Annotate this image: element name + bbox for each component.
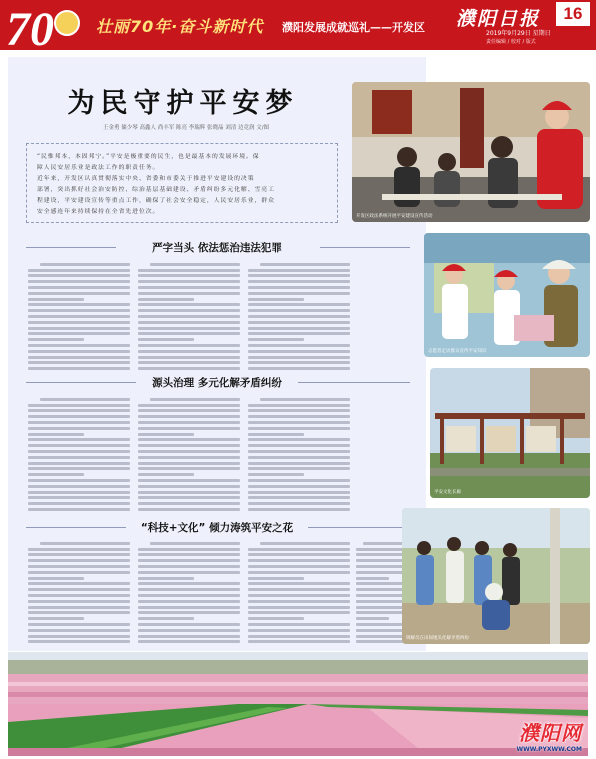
body-text-line <box>28 421 130 424</box>
body-text-line <box>28 502 130 505</box>
site-watermark <box>516 717 582 753</box>
body-text-line <box>28 280 130 283</box>
body-text-line <box>138 367 240 370</box>
photo-volunteers-table <box>352 82 590 222</box>
body-text-line <box>138 502 240 505</box>
body-text-line <box>28 623 130 626</box>
body-text-line <box>260 398 350 401</box>
text-column <box>138 395 240 517</box>
body-text-line <box>28 438 130 441</box>
body-text-line <box>138 485 240 488</box>
body-text-line <box>28 427 130 430</box>
body-text-line <box>28 344 130 347</box>
body-text-line <box>28 588 130 591</box>
body-text-line <box>248 350 350 353</box>
text-column <box>28 395 130 517</box>
body-text-line <box>138 594 240 597</box>
body-text-line <box>28 309 130 312</box>
body-text-line <box>138 404 240 407</box>
body-text-line <box>40 398 130 401</box>
body-text-line <box>138 611 240 614</box>
body-text-line <box>248 327 350 330</box>
body-text-line <box>248 559 350 562</box>
body-text-line <box>248 553 350 556</box>
editor-credits: 责任编辑 / 校对 / 版式 <box>486 39 536 45</box>
body-text-line <box>248 409 350 412</box>
body-text-line <box>28 594 130 597</box>
body-text-line <box>138 303 240 306</box>
photo-volunteers-table-image <box>352 82 590 222</box>
body-text-line <box>248 332 350 335</box>
photo-peach-blossom-fields-image <box>8 652 588 756</box>
photo-field-mediation-image <box>402 508 590 644</box>
body-text-line <box>248 594 350 597</box>
body-text-line <box>138 415 240 418</box>
section-title-3: “科技+文化” 倾力涛筑平安之花 <box>140 522 294 534</box>
body-text-line <box>28 473 84 476</box>
intro-line: 近年来，开发区认真贯彻落实中央、省委和市委关于推进平安建设的决策 <box>37 176 255 182</box>
photo-volunteers-flyers-image <box>424 233 590 357</box>
body-text-line <box>28 303 130 306</box>
body-text-line <box>28 274 130 277</box>
body-text-line <box>28 635 130 638</box>
page-number: 16 <box>556 2 590 26</box>
body-text-line <box>248 600 350 603</box>
body-text-line <box>248 309 350 312</box>
body-text-line <box>28 415 130 418</box>
body-text-line <box>28 327 130 330</box>
body-text-line <box>248 338 304 341</box>
body-text-line <box>28 409 130 412</box>
issue-date: 2019年9月29日 星期日 <box>486 30 551 37</box>
body-text-line <box>248 361 350 364</box>
body-text-line <box>248 456 350 459</box>
body-text-line <box>138 286 240 289</box>
body-text-line <box>260 263 350 266</box>
section-title-2: 源头治理 多元化解矛盾纠纷 <box>152 377 282 389</box>
body-text-line <box>28 479 130 482</box>
text-column <box>28 539 130 649</box>
body-text-line <box>138 444 240 447</box>
body-text-line <box>248 588 350 591</box>
body-text-line <box>248 421 350 424</box>
body-text-line <box>138 456 240 459</box>
masthead <box>0 0 596 50</box>
body-text-line <box>138 640 240 643</box>
photo-field-mediation <box>402 508 590 644</box>
body-text-line <box>248 321 350 324</box>
photo-caption: 志愿者走访群众宣传平安知识 <box>428 349 487 354</box>
body-text-line <box>248 508 350 511</box>
body-text-line <box>28 467 130 470</box>
body-text-line <box>138 344 240 347</box>
body-text-line <box>138 582 240 585</box>
body-text-line <box>248 577 304 580</box>
body-text-line <box>248 485 350 488</box>
body-text-line <box>150 263 240 266</box>
body-text-line <box>248 274 350 277</box>
body-text-line <box>248 344 350 347</box>
body-text-line <box>248 315 350 318</box>
photo-culture-corridor-image <box>430 368 590 498</box>
intro-box <box>26 143 338 223</box>
body-text-line <box>248 427 350 430</box>
body-text-line <box>150 398 240 401</box>
body-text-line <box>138 617 194 620</box>
body-text-line <box>40 542 130 545</box>
body-text-line <box>138 450 240 453</box>
body-text-line <box>138 315 240 318</box>
body-text-line <box>28 617 84 620</box>
body-text-line <box>28 367 130 370</box>
body-text-line <box>28 404 130 407</box>
body-text-line <box>138 421 240 424</box>
body-text-line <box>138 280 240 283</box>
body-text-line <box>248 280 350 283</box>
body-text-line <box>28 462 130 465</box>
body-text-line <box>248 438 350 441</box>
seventy-text: 70 <box>6 3 54 49</box>
body-text-line <box>28 332 130 335</box>
body-text-line <box>138 508 240 511</box>
text-column <box>248 260 350 375</box>
body-text-line <box>248 623 350 626</box>
photo-caption: 平安文化长廊 <box>434 490 461 495</box>
body-text-line <box>248 269 350 272</box>
photo-caption: 调解员在田间地头化解矛盾纠纷 <box>406 636 469 641</box>
body-text-line <box>138 361 240 364</box>
body-text-line <box>138 559 240 562</box>
body-text-line <box>248 292 350 295</box>
column-title: 濮阳发展成就巡礼——开发区 <box>282 21 425 34</box>
body-text-line <box>28 582 130 585</box>
intro-line: 部署，突出抓好社会治安防控、综治基层基础建设、矛盾纠纷多元化解、雪亮工 <box>37 187 275 193</box>
body-text-line <box>28 292 130 295</box>
watermark-name: 濮阳网 <box>519 721 582 745</box>
body-text-line <box>28 269 130 272</box>
body-text-line <box>138 274 240 277</box>
body-text-line <box>28 600 130 603</box>
masthead-slogan: 壮丽70年·奋斗新时代 <box>96 17 264 36</box>
body-text-line <box>28 456 130 459</box>
body-text-line <box>138 571 240 574</box>
intro-line: 安全感连年来持续保持在全省先进位次。 <box>37 209 160 215</box>
body-text-line <box>248 367 350 370</box>
body-text-line <box>248 582 350 585</box>
body-text-line <box>28 491 130 494</box>
body-text-line <box>40 263 130 266</box>
body-text-line <box>28 450 130 453</box>
intro-line: 程建设，平安建设宣传等重点工作，确保了社会安全稳定，人民安居乐业，群众 <box>37 198 275 204</box>
photo-volunteers-flyers <box>424 233 590 357</box>
body-text-line <box>28 640 130 643</box>
body-text-line <box>28 356 130 359</box>
body-text-line <box>28 508 130 511</box>
body-text-line <box>28 629 130 632</box>
text-column <box>28 260 130 375</box>
body-text-line <box>138 327 240 330</box>
body-text-line <box>28 577 84 580</box>
body-text-line <box>248 286 350 289</box>
body-text-line <box>28 350 130 353</box>
body-text-line <box>28 565 130 568</box>
body-text-line <box>248 606 350 609</box>
body-text-line <box>138 321 240 324</box>
body-text-line <box>138 292 240 295</box>
body-text-line <box>138 635 240 638</box>
body-text-line <box>356 577 389 580</box>
body-text-line <box>248 444 350 447</box>
body-text-line <box>28 315 130 318</box>
body-text-line <box>248 473 304 476</box>
body-text-line <box>138 356 240 359</box>
body-text-line <box>28 553 130 556</box>
article-headline: 为民守护平安梦 <box>67 88 299 119</box>
text-column <box>138 539 240 649</box>
body-text-line <box>260 542 350 545</box>
text-column <box>248 395 350 517</box>
body-text-line <box>248 571 350 574</box>
body-text-line <box>138 606 240 609</box>
body-text-line <box>248 433 304 436</box>
body-text-line <box>138 496 240 499</box>
intro-line: 障人民安居乐业是政法工作的职责任务。 <box>37 165 160 171</box>
body-text-line <box>248 496 350 499</box>
body-text-line <box>248 467 350 470</box>
body-text-line <box>138 479 240 482</box>
national-emblem-icon <box>54 10 80 36</box>
body-text-line <box>248 479 350 482</box>
body-text-line <box>28 361 130 364</box>
body-text-line <box>28 485 130 488</box>
body-text-line <box>138 577 194 580</box>
body-text-line <box>138 548 240 551</box>
body-text-line <box>138 338 194 341</box>
body-text-line <box>248 629 350 632</box>
body-text-line <box>28 606 130 609</box>
body-text-line <box>248 640 350 643</box>
body-text-line <box>248 462 350 465</box>
watermark-url: WWW.PYXWW.COM <box>516 746 582 753</box>
body-text-line <box>248 635 350 638</box>
body-text-line <box>28 321 130 324</box>
body-text-line <box>138 588 240 591</box>
body-text-line <box>28 571 130 574</box>
body-text-line <box>138 462 240 465</box>
body-text-line <box>248 548 350 551</box>
body-text-line <box>138 473 194 476</box>
text-column <box>248 539 350 649</box>
intro-line: “民惟邦本，本固邦宁。”平安是极重要的民生，也是最基本的发展环境。保 <box>37 154 260 160</box>
newspaper-name: 濮阳日报 <box>456 8 541 30</box>
body-text-line <box>248 404 350 407</box>
body-text-line <box>28 611 130 614</box>
body-text-line <box>28 548 130 551</box>
body-text-line <box>138 553 240 556</box>
body-text-line <box>138 433 194 436</box>
body-text-line <box>138 467 240 470</box>
body-text-line <box>28 444 130 447</box>
body-text-line <box>138 332 240 335</box>
photo-culture-corridor <box>430 368 590 498</box>
body-text-line <box>248 491 350 494</box>
body-text-line <box>28 559 130 562</box>
body-text-line <box>248 565 350 568</box>
body-text-line <box>248 617 304 620</box>
body-text-line <box>248 298 304 301</box>
body-text-line <box>138 600 240 603</box>
body-text-line <box>248 450 350 453</box>
body-text-line <box>138 623 240 626</box>
body-text-line <box>138 438 240 441</box>
body-text-line <box>138 565 240 568</box>
body-text-line <box>248 303 350 306</box>
body-text-line <box>138 427 240 430</box>
body-text-line <box>150 542 240 545</box>
body-text-line <box>28 298 84 301</box>
text-column <box>138 260 240 375</box>
body-text-line <box>138 298 194 301</box>
body-text-line <box>28 433 84 436</box>
body-text-line <box>138 491 240 494</box>
body-text-line <box>138 629 240 632</box>
body-text-line <box>138 309 240 312</box>
body-text-line <box>248 356 350 359</box>
body-text-line <box>138 409 240 412</box>
photo-peach-blossom-fields <box>8 652 588 756</box>
body-text-line <box>248 415 350 418</box>
article-byline: 王金勇 储少琴 高鑫人 尚丰军 陈亮 李瑞辉 张晓晶 刘清 边竞润 文/图 <box>102 125 270 131</box>
photo-caption: 开发区政法系统开展平安建设宣传活动 <box>356 214 433 219</box>
body-text-line <box>28 496 130 499</box>
body-text-line <box>248 502 350 505</box>
body-text-line <box>248 611 350 614</box>
body-text-line <box>356 617 389 620</box>
section-title-1: 严字当头 依法惩治违法犯罪 <box>152 242 282 254</box>
body-text-line <box>28 286 130 289</box>
body-text-line <box>138 269 240 272</box>
body-text-line <box>138 350 240 353</box>
body-text-line <box>28 338 84 341</box>
